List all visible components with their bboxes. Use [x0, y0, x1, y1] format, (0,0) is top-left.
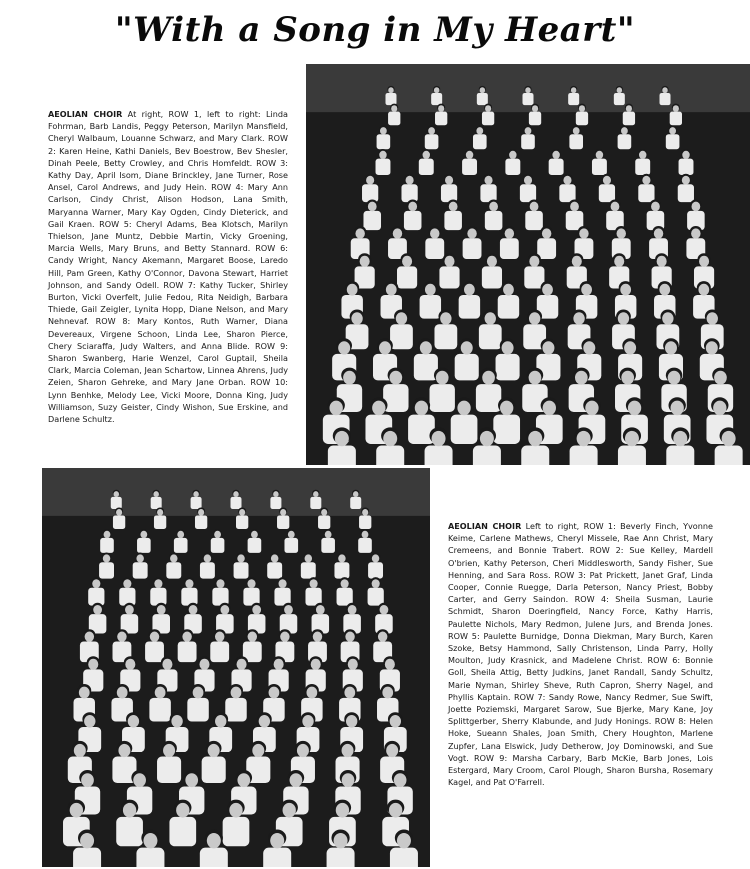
page-title: "With a Song in My Heart": [114, 10, 636, 50]
top-caption-heading: AEOLIAN CHOIR: [48, 109, 123, 119]
choir-photo-top: [306, 64, 750, 465]
bottom-caption: [448, 520, 713, 788]
choir-photo-bottom-image: [42, 468, 430, 867]
top-caption: [48, 108, 288, 425]
bottom-caption-body: Left to right, ROW 1: Beverly Finch, Yvonne Keime, Carlene Mathews, Cheryl Missele, Rae Ann Christ, Mary Cremeens, and Bonnie Trabert. ROW 2: Sue Kelley, Mardell O'brien, Kathy Peterson, Cheri Middlesworth, Sandy Fisher, Sue Henning, and Sara Ross. ROW 3: Pat Prickett, Janet Graf, Linda Cooper, Connie Ruegge, Darla Peterson, Nancy Priest, Bobby Carter, and Gerry Saindon. ROW 4: Sheila Susman, Laurie Schmidt, Sharon Doeringfield, Nancy Force, Kathy Harris, Paulette Nichols, Mary Redmon, Julene Jurs, and Brenda Jones. ROW 5: Paulette Burnidge, Donna Diekman, Mary Burch, Karen Szoke, Betsy Hammond, Sally Christenson, Linda Parry, Holly Moulton, Judy Krasnick, and Madelene Christ. ROW 6: Bonnie Goll, Sheila Attig, Betty Judkins, Janet Randall, Sandy Schultz, Marie Nyman, Shirley Sheve, Ruth Capron, Sherry Nagel, and Phyllis Kaptain. ROW 7: Sandy Rowe, Nancy Redmer, Sue Swift, Joette Poziemski, Margaret Sarow, Sue Bjerke, Mary Kane, Joy Splittgerber, Sherry Klabunde, and Judy Honings. ROW 8: Helen Hoke, Sueann Shales, Joan Smith, Chery Houghton, Marlene Zupfer, Lana Elswick, Judy Detherow, Joy Dominowski, and Sue Vogt. ROW 9: Marsha Carbary, Barb McKie, Barb Jones, Lois Estergard, Mary Croom, Carol Plough, Sharon Bursha, Rosemary Kagel, and Pat O'Farrell.: [448, 521, 713, 788]
bottom-caption-heading: AEOLIAN CHOIR: [448, 521, 522, 531]
choir-photo-top-image: [306, 64, 750, 465]
choir-photo-bottom: [42, 468, 430, 867]
top-caption-body: At right, ROW 1, left to right: Linda Fohrman, Barb Landis, Peggy Peterson, Marilyn Mansfield, Cheryl Walbaum, Louanne Schwarz, and Mary Clark. ROW 2: Karen Heine, Kathi Daniels, Bev Boestrow, Bev Shesler, Dinah Peele, Betty Crowley, and Chris Homfeldt. ROW 3: Kathy Day, April Isom, Diane Brinckley, Jane Turner, Rose Ansel, Carol Andrews, and Judy Hein. ROW 4: Mary Ann Carlson, Cindy Christ, Alison Hodson, Lana Smith, Maryanna Warner, Mary Kay Ogden, Cindy Dieterick, and Gail Kraen. ROW 5: Cheryl Adams, Bea Klotsch, Marilyn Thielson, Jane Muntz, Debbie Martin, Vicky Groening, Marcia Wells, Mary Bruns, and Betty Stannard. ROW 6: Candy Wright, Nancy Akemann, Margaret Boose, Laredo Hill, Pam Green, Kathy O'Connor, Davona Stewart, Harriet Johnson, and Sandy Odell. ROW 7: Kathy Tucker, Shirley Burton, Vicki Overfelt, Julie Fedou, Rita Neidigh, Barbara Thiede, Gail Zeigler, Lynita Hopp, Diane Nelson, and Mary Nehnevaf. ROW 8: Mary Kontos, Ruth Warner, Diana Devereaux, Virgene Schoon, Linda Lee, Sharon Pierce, Chery Sciaraffa, Judy Walters, and Anna Blide. ROW 9: Sharon Swanberg, Harie Wenzel, Carol Guptail, Sheila Clark, Marcia Coleman, Jean Schartow, Linnea Ahrens, Judy Zeien, Sharon Gehreke, and Mary Jane Orban. ROW 10: Lynn Benhke, Melody Lee, Vicki Moore, Donna King, Judy Williamson, Suzy Geister, Cindy Wishon, Sue Erskine, and Darlene Schultz.: [48, 109, 288, 425]
